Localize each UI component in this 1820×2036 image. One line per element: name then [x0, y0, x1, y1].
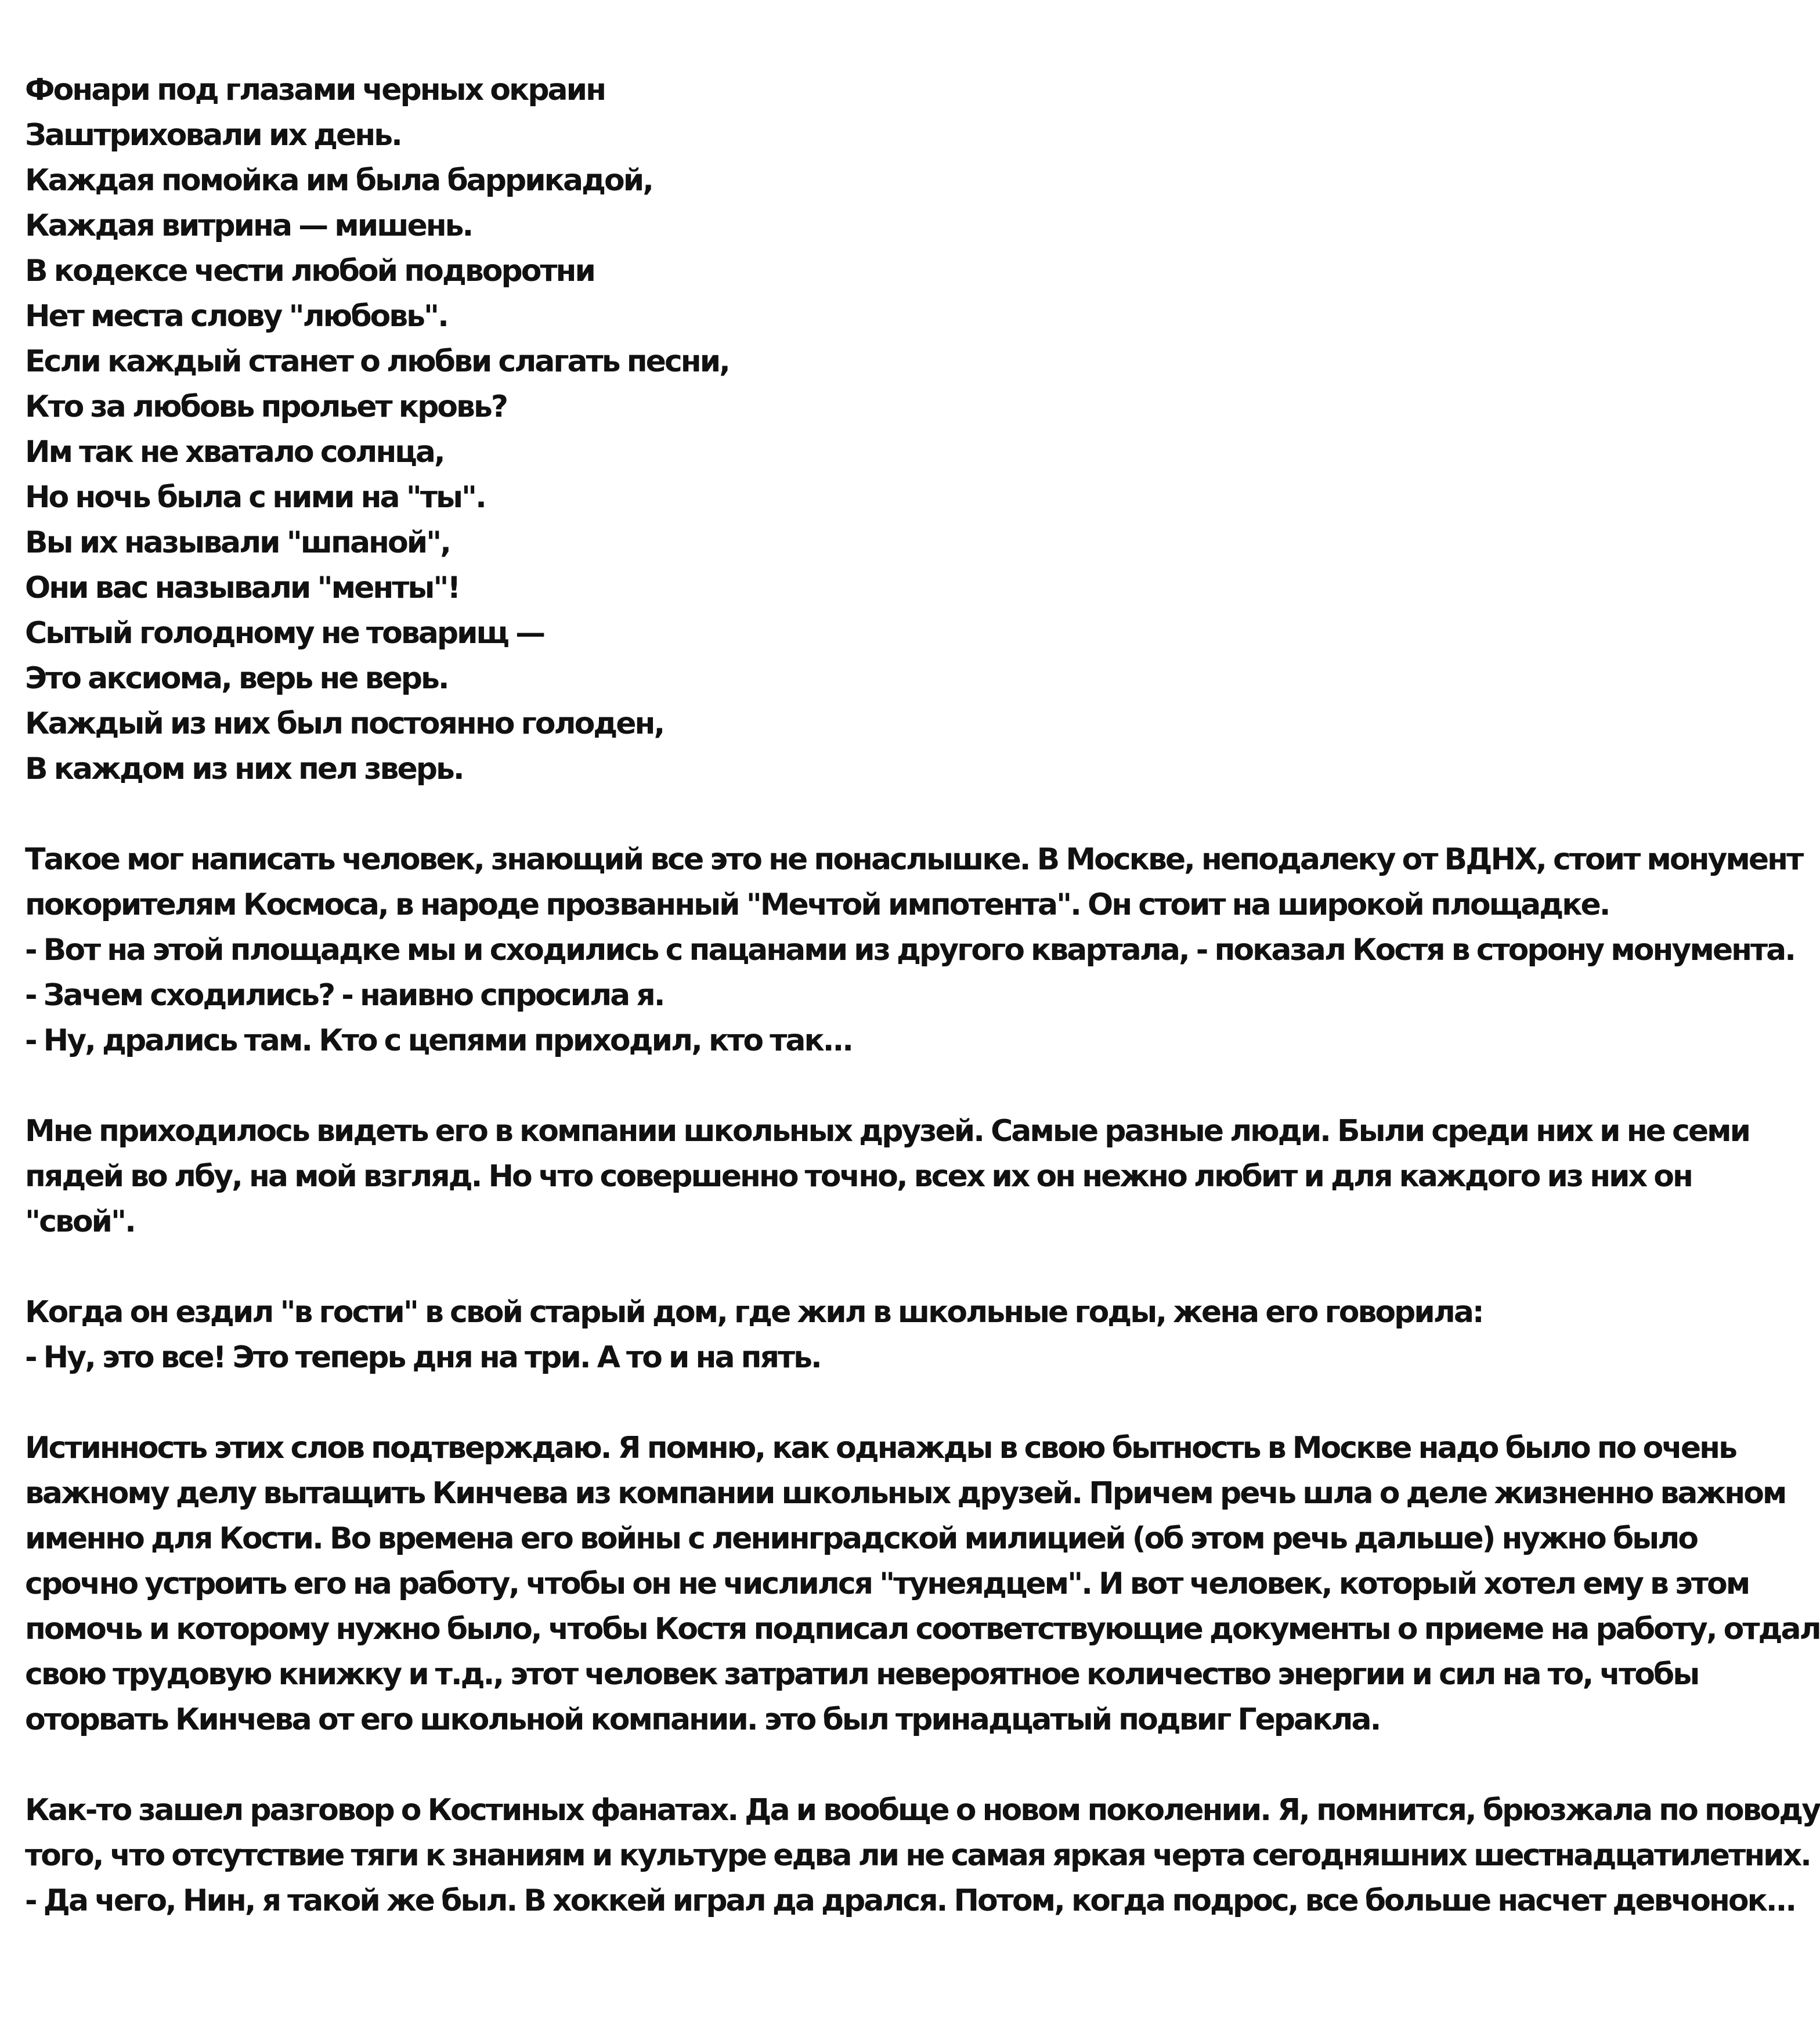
- text-line: срочно устроить его на работу, чтобы он не числился "тунеядцем". И вот человек, который хотел ему в этом: [25, 1566, 1749, 1601]
- text-line: Мне приходилось видеть его в компании школьных друзей. Самые разные люди. Были среди них и не семи: [25, 1114, 1750, 1149]
- text-line: - Вот на этой площадке мы и сходились с пацанами из другого квартала, - показал Костя в сторону монумента.: [25, 933, 1795, 968]
- text-line: - Ну, это все! Это теперь дня на три. А то и на пять.: [25, 1340, 821, 1375]
- poem-line: Но ночь была с ними на "ты".: [25, 480, 485, 515]
- text-line: важному делу вытащить Кинчева из компании школьных друзей. Причем речь шла о деле жизненно важном: [25, 1476, 1786, 1511]
- poem-line: Заштриховали их день.: [25, 118, 401, 153]
- text-line: "свой".: [25, 1204, 135, 1239]
- poem-line: Каждая витрина — мишень.: [25, 208, 472, 243]
- text-line: Истинность этих слов подтверждаю. Я помню, как однажды в свою бытность в Москве надо было по очень: [25, 1431, 1736, 1465]
- poem-line: Каждый из них был постоянно голоден,: [25, 706, 664, 741]
- text-line: пядей во лбу, на мой взгляд. Но что совершенно точно, всех их он нежно любит и для каждого из них он: [25, 1159, 1692, 1194]
- paragraph-gap: [25, 1380, 1418, 1425]
- text-line: покорителям Космоса, в народе прозванный "Мечтой импотента". Он стоит на широкой площадке.: [25, 887, 1609, 922]
- poem: [25, 67, 1418, 792]
- text-line: оторвать Кинчева от его школьной компании. это был тринадцатый подвиг Геракла.: [25, 1702, 1380, 1737]
- text-line: - Да чего, Нин, я такой же был. В хоккей играл да дрался. Потом, когда подрос, все больше насчет девчонок...: [25, 1883, 1796, 1918]
- text-line: Такое мог написать человек, знающий все это не понаслышке. В Москве, неподалеку от ВДНХ, стоит монумент: [25, 842, 1803, 877]
- poem-line: Вы их называли "шпаной",: [25, 525, 450, 560]
- text-line: - Ну, дрались там. Кто с цепями приходил, кто так...: [25, 1023, 853, 1058]
- document-page: [25, 67, 1820, 1923]
- text-line: свою трудовую книжку и т.д., этот человек затратил невероятное количество энергии и сил на то, чтобы: [25, 1657, 1699, 1692]
- poem-line: Фонари под глазами черных окраин: [25, 73, 605, 107]
- paragraph-gap: [25, 1063, 1418, 1109]
- text-line: помочь и которому нужно было, чтобы Костя подписал соответствующие документы о приеме на работу, отдал: [25, 1612, 1820, 1647]
- poem-line: Нет места слову "любовь".: [25, 299, 447, 334]
- poem-line: В каждом из них пел зверь.: [25, 752, 463, 786]
- text-line: именно для Кости. Во времена его войны с ленинградской милицией (об этом речь дальше) нужно было: [25, 1521, 1698, 1556]
- poem-line: Каждая помойка им была баррикадой,: [25, 163, 652, 198]
- paragraph-vdnh: [25, 837, 1803, 1063]
- poem-line: Сытый голодному не товарищ —: [25, 616, 544, 651]
- poem-line: Кто за любовь прольет кровь?: [25, 389, 507, 424]
- poem-line: Если каждый станет о любви слагать песни,: [25, 344, 729, 379]
- paragraph-fans: [25, 1788, 1820, 1923]
- text-line: Как-то зашел разговор о Костиных фанатах. Да и вообще о новом поколении. Я, помнится, брюзжала по поводу: [25, 1793, 1820, 1828]
- paragraph-gap: [25, 1742, 1418, 1788]
- paragraph-school-friends: [25, 1109, 1750, 1244]
- poem-line: Им так не хватало солнца,: [25, 435, 444, 470]
- paragraph-heracles: [25, 1425, 1820, 1742]
- poem-line: В кодексе чести любой подворотни: [25, 254, 594, 288]
- paragraph-gap: [25, 1244, 1418, 1290]
- paragraph-gap: [25, 792, 1418, 837]
- text-line: того, что отсутствие тяги к знаниям и культуре едва ли не самая яркая черта сегодняшних шестнадцатилетних.: [25, 1838, 1810, 1873]
- poem-line: Это аксиома, верь не верь.: [25, 661, 448, 696]
- text-line: Когда он ездил "в гости" в свой старый дом, где жил в школьные годы, жена его говорила:: [25, 1295, 1483, 1330]
- paragraph-old-home: [25, 1290, 1483, 1380]
- text-line: - Зачем сходились? - наивно спросила я.: [25, 978, 664, 1013]
- poem-line: Они вас называли "менты"!: [25, 571, 460, 605]
